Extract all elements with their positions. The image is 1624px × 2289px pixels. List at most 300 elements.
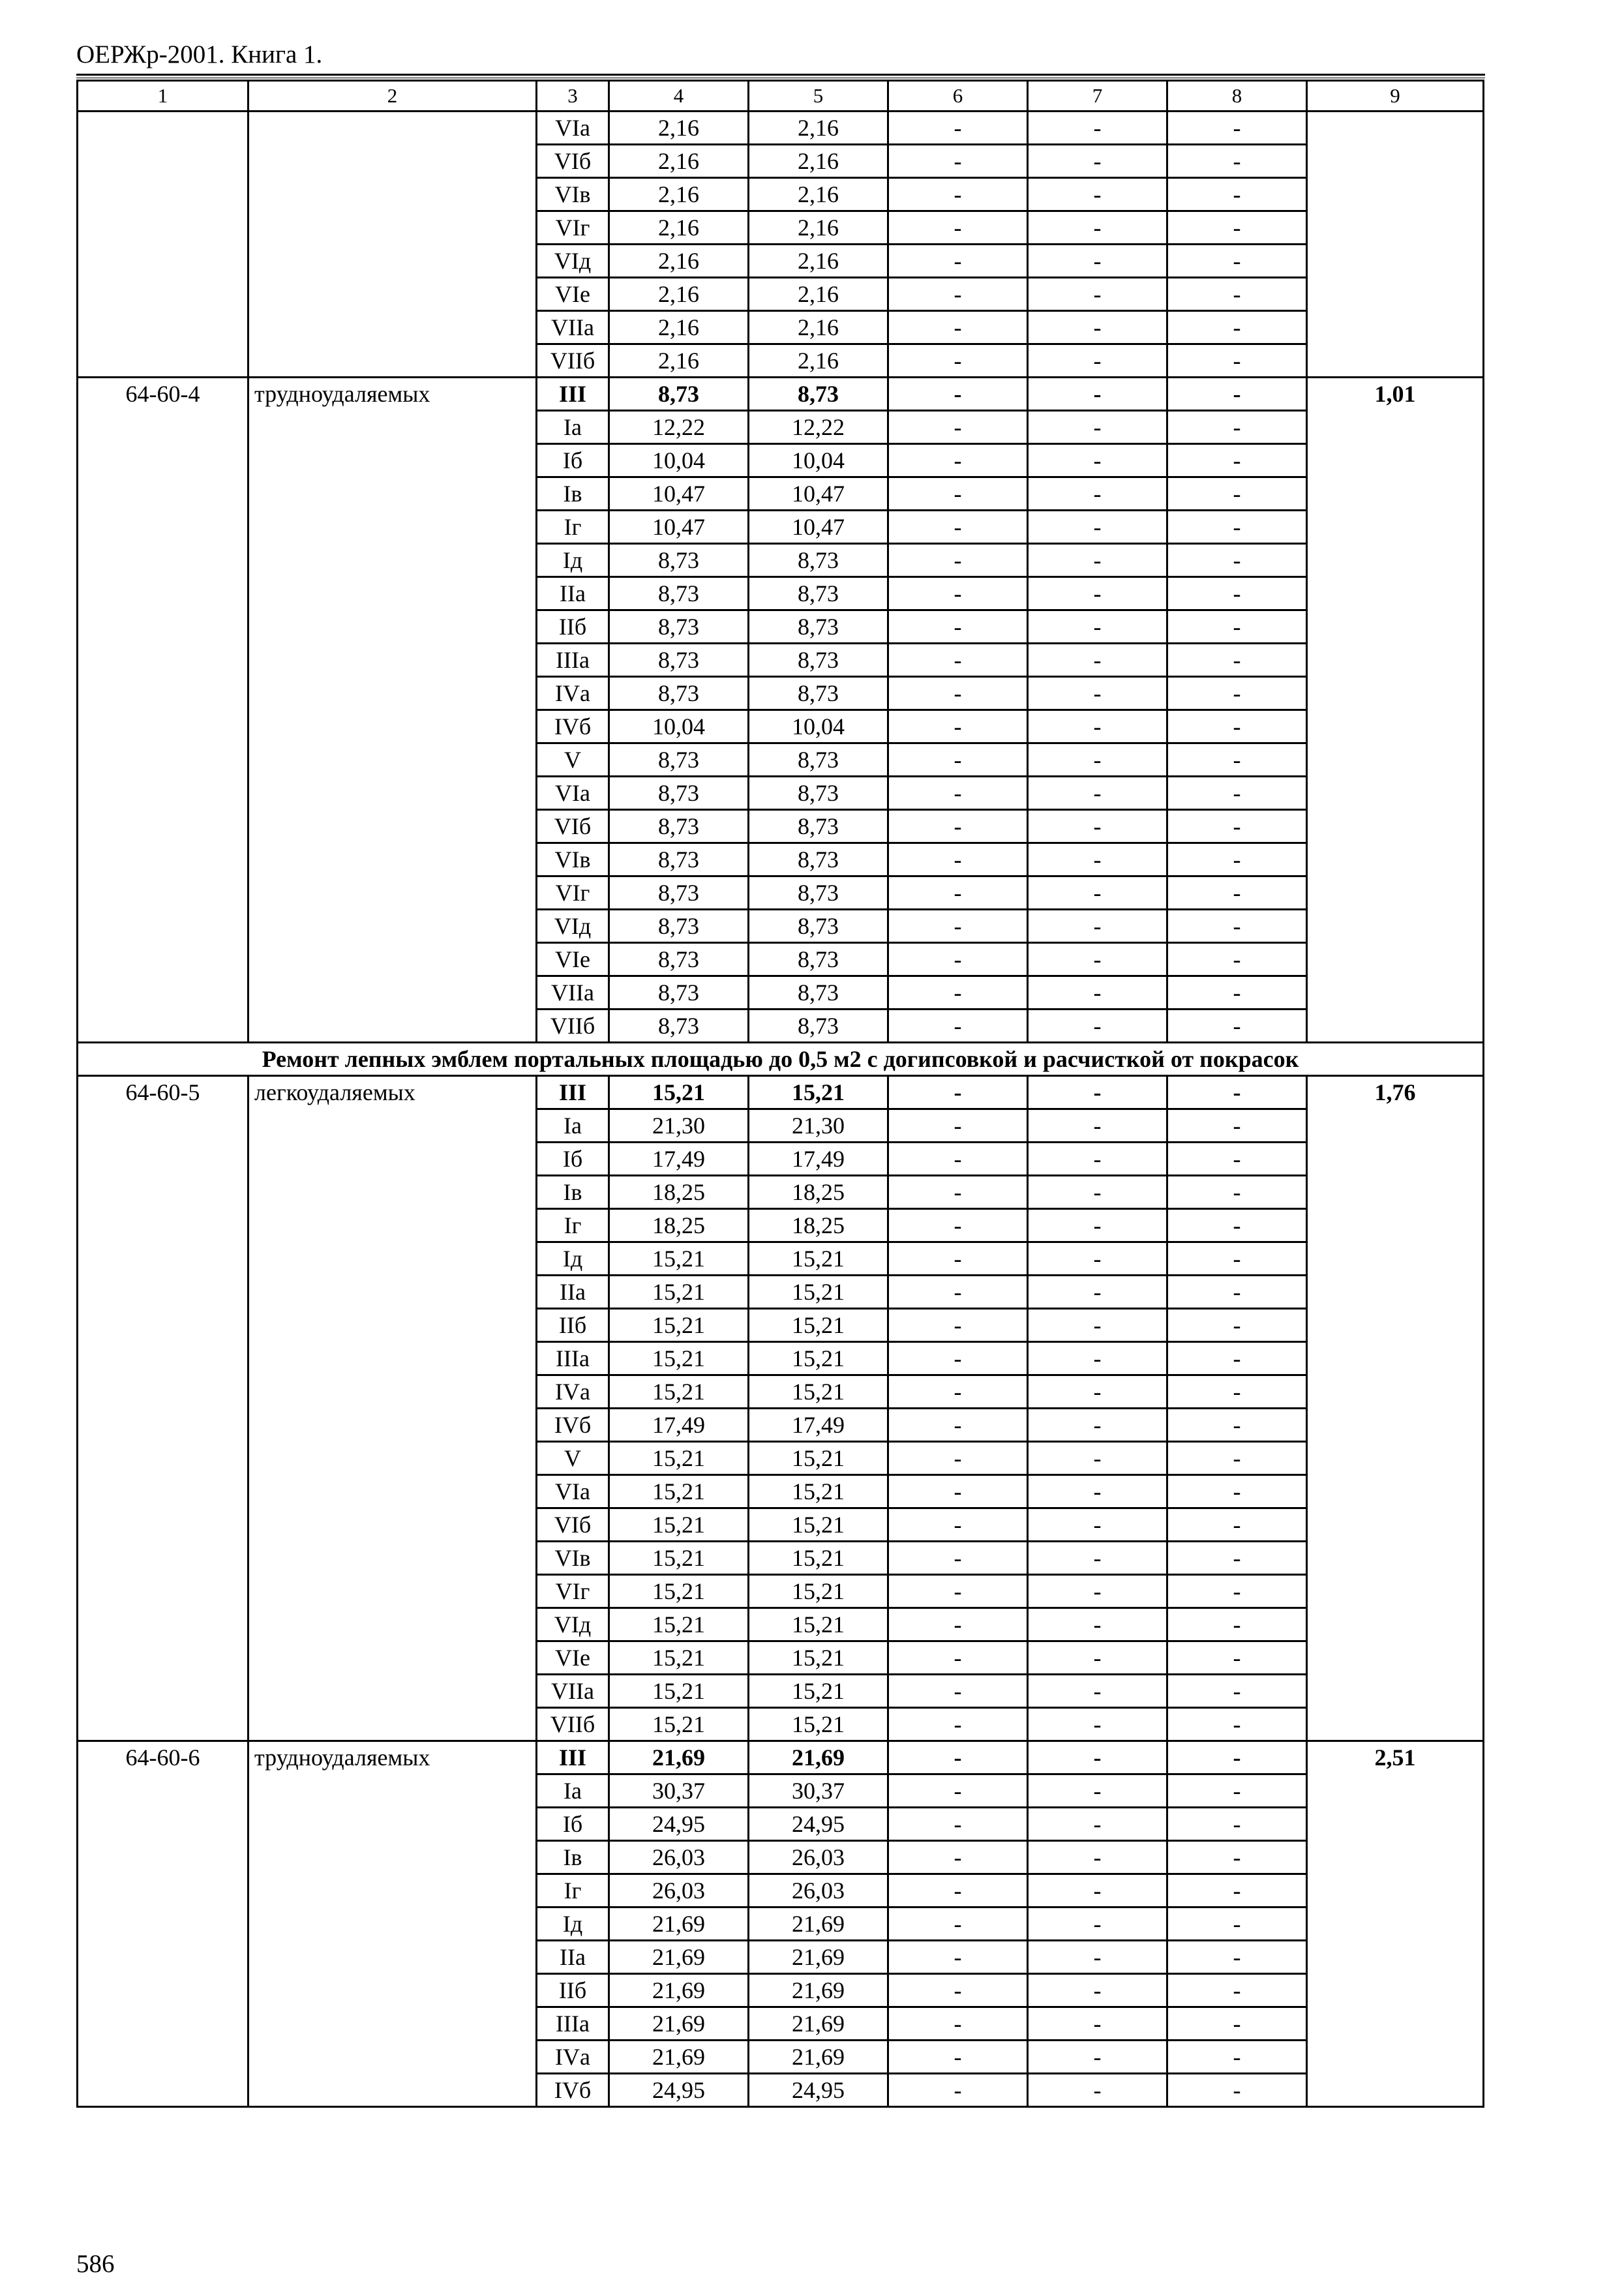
value-col4: 8,73 — [609, 777, 749, 810]
value-col5: 18,25 — [749, 1176, 888, 1209]
item-code — [78, 112, 248, 378]
value-col6: - — [888, 477, 1028, 511]
item-name: трудноудаляемых — [248, 378, 537, 1043]
value-col7: - — [1028, 1342, 1167, 1375]
value-col4: 15,21 — [609, 1641, 749, 1675]
value-col5: 8,73 — [749, 610, 888, 644]
value-col5: 17,49 — [749, 1409, 888, 1442]
value-col6: - — [888, 1176, 1028, 1209]
value-col6: - — [888, 411, 1028, 444]
value-col5: 2,16 — [749, 211, 888, 245]
value-col4: 15,21 — [609, 1708, 749, 1741]
value-col8: - — [1167, 1974, 1307, 2007]
value-col7: - — [1028, 577, 1167, 610]
value-col4: 21,69 — [609, 1941, 749, 1974]
value-col6: - — [888, 1641, 1028, 1675]
zone-cell: VIг — [537, 876, 609, 910]
value-col5: 2,16 — [749, 344, 888, 378]
value-col5: 21,69 — [749, 1974, 888, 2007]
column-number-5: 5 — [749, 81, 888, 112]
value-col4: 8,73 — [609, 910, 749, 943]
value-col8: - — [1167, 344, 1307, 378]
value-col6: - — [888, 178, 1028, 211]
value-col4: 8,73 — [609, 976, 749, 1010]
value-col6: - — [888, 1974, 1028, 2007]
value-col4: 8,73 — [609, 943, 749, 976]
zone-cell: VIд — [537, 1608, 609, 1641]
value-col8: - — [1167, 1675, 1307, 1708]
value-col7: - — [1028, 1442, 1167, 1475]
value-col5: 24,95 — [749, 1808, 888, 1841]
zone-cell: Iв — [537, 1841, 609, 1874]
value-col7: - — [1028, 112, 1167, 145]
value-col8: - — [1167, 1375, 1307, 1409]
value-col4: 26,03 — [609, 1841, 749, 1874]
zone-cell: VIг — [537, 211, 609, 245]
value-col7: - — [1028, 411, 1167, 444]
value-col6: - — [888, 1276, 1028, 1309]
value-col8: - — [1167, 710, 1307, 743]
value-col6: - — [888, 1874, 1028, 1908]
value-col8: - — [1167, 1309, 1307, 1342]
value-col8: - — [1167, 976, 1307, 1010]
value-col4: 21,69 — [609, 2007, 749, 2041]
rates-table — [76, 80, 1484, 2108]
column-number-3: 3 — [537, 81, 609, 112]
value-col5: 24,95 — [749, 2074, 888, 2107]
page-number: 586 — [76, 2250, 115, 2278]
zone-cell: IIа — [537, 1941, 609, 1974]
value-col7: - — [1028, 910, 1167, 943]
value-col8: - — [1167, 1808, 1307, 1841]
value-col4: 2,16 — [609, 145, 749, 178]
zone-cell: Iа — [537, 1109, 609, 1143]
page-header: ОЕРЖр-2001. Книга 1. — [76, 40, 323, 68]
value-col7: - — [1028, 1309, 1167, 1342]
value-col6: - — [888, 444, 1028, 477]
zone-cell: IIб — [537, 610, 609, 644]
value-col6: - — [888, 2074, 1028, 2107]
value-col8: - — [1167, 577, 1307, 610]
value-col8: - — [1167, 1908, 1307, 1941]
value-col8: - — [1167, 644, 1307, 677]
value-col7: - — [1028, 1641, 1167, 1675]
value-col4: 8,73 — [609, 378, 749, 411]
value-col6: - — [888, 1941, 1028, 1974]
zone-cell: VIг — [537, 1575, 609, 1608]
zone-cell: IVа — [537, 2041, 609, 2074]
value-col6: - — [888, 112, 1028, 145]
value-col4: 10,47 — [609, 511, 749, 544]
value-col4: 15,21 — [609, 1508, 749, 1542]
value-col6: - — [888, 710, 1028, 743]
value-col5: 8,73 — [749, 378, 888, 411]
value-col5: 10,47 — [749, 477, 888, 511]
value-col7: - — [1028, 1375, 1167, 1409]
value-col6: - — [888, 743, 1028, 777]
item-code: 64-60-4 — [78, 378, 248, 1043]
value-col5: 21,30 — [749, 1109, 888, 1143]
value-col4: 2,16 — [609, 178, 749, 211]
column-number-6: 6 — [888, 81, 1028, 112]
value-col8: - — [1167, 810, 1307, 843]
zone-cell: IIIа — [537, 644, 609, 677]
value-col6: - — [888, 1908, 1028, 1941]
zone-cell: IVб — [537, 2074, 609, 2107]
value-col6: - — [888, 1409, 1028, 1442]
value-col7: - — [1028, 211, 1167, 245]
value-col6: - — [888, 943, 1028, 976]
value-col8: - — [1167, 1542, 1307, 1575]
zone-cell: IIа — [537, 1276, 609, 1309]
zone-cell: Iд — [537, 544, 609, 577]
value-col6: - — [888, 211, 1028, 245]
value-col5: 12,22 — [749, 411, 888, 444]
value-col4: 26,03 — [609, 1874, 749, 1908]
value-col5: 10,04 — [749, 710, 888, 743]
value-col8: - — [1167, 1508, 1307, 1542]
value-col5: 26,03 — [749, 1841, 888, 1874]
value-col6: - — [888, 311, 1028, 344]
value-col7: - — [1028, 976, 1167, 1010]
value-col6: - — [888, 1475, 1028, 1508]
value-col7: - — [1028, 1542, 1167, 1575]
value-col5: 15,21 — [749, 1442, 888, 1475]
value-col6: - — [888, 544, 1028, 577]
value-col8: - — [1167, 1608, 1307, 1641]
value-col4: 2,16 — [609, 278, 749, 311]
table-row — [78, 378, 1484, 411]
value-col6: - — [888, 2007, 1028, 2041]
value-col8: - — [1167, 211, 1307, 245]
value-col8: - — [1167, 843, 1307, 876]
value-col7: - — [1028, 1010, 1167, 1043]
value-col8: - — [1167, 677, 1307, 710]
zone-cell: VIб — [537, 145, 609, 178]
value-col8: - — [1167, 245, 1307, 278]
value-col4: 15,21 — [609, 1309, 749, 1342]
value-col9: 2,51 — [1307, 1741, 1484, 2107]
value-col8: - — [1167, 278, 1307, 311]
column-number-row — [78, 81, 1484, 112]
value-col6: - — [888, 1076, 1028, 1109]
zone-cell: VIе — [537, 1641, 609, 1675]
value-col8: - — [1167, 1109, 1307, 1143]
value-col4: 10,04 — [609, 710, 749, 743]
zone-cell: VIа — [537, 777, 609, 810]
value-col7: - — [1028, 1908, 1167, 1941]
value-col5: 2,16 — [749, 178, 888, 211]
value-col7: - — [1028, 644, 1167, 677]
value-col4: 17,49 — [609, 1143, 749, 1176]
value-col7: - — [1028, 1209, 1167, 1242]
zone-cell: VIб — [537, 1508, 609, 1542]
value-col8: - — [1167, 876, 1307, 910]
value-col8: - — [1167, 1741, 1307, 1774]
value-col7: - — [1028, 777, 1167, 810]
value-col8: - — [1167, 1342, 1307, 1375]
header-rule — [76, 74, 1485, 76]
value-col5: 8,73 — [749, 644, 888, 677]
zone-cell: VIа — [537, 1475, 609, 1508]
zone-cell: Iа — [537, 411, 609, 444]
value-col7: - — [1028, 1176, 1167, 1209]
value-col4: 8,73 — [609, 843, 749, 876]
value-col7: - — [1028, 344, 1167, 378]
value-col7: - — [1028, 2041, 1167, 2074]
value-col7: - — [1028, 610, 1167, 644]
value-col9: 1,76 — [1307, 1076, 1484, 1741]
zone-cell: III — [537, 1076, 609, 1109]
zone-cell: Iд — [537, 1242, 609, 1276]
value-col4: 21,69 — [609, 1974, 749, 2007]
value-col7: - — [1028, 1276, 1167, 1309]
value-col7: - — [1028, 943, 1167, 976]
value-col6: - — [888, 810, 1028, 843]
value-col5: 15,21 — [749, 1641, 888, 1675]
value-col6: - — [888, 145, 1028, 178]
value-col4: 15,21 — [609, 1276, 749, 1309]
value-col4: 15,21 — [609, 1375, 749, 1409]
column-number-8: 8 — [1167, 81, 1307, 112]
value-col6: - — [888, 843, 1028, 876]
value-col5: 21,69 — [749, 1908, 888, 1941]
value-col6: - — [888, 1741, 1028, 1774]
zone-cell: VIв — [537, 178, 609, 211]
zone-cell: VIд — [537, 245, 609, 278]
value-col5: 15,21 — [749, 1309, 888, 1342]
column-number-9: 9 — [1307, 81, 1484, 112]
zone-cell: VIIа — [537, 311, 609, 344]
zone-cell: IIб — [537, 1974, 609, 2007]
value-col8: - — [1167, 1176, 1307, 1209]
value-col4: 8,73 — [609, 1010, 749, 1043]
value-col4: 8,73 — [609, 544, 749, 577]
zone-cell: Iд — [537, 1908, 609, 1941]
value-col5: 8,73 — [749, 577, 888, 610]
zone-cell: VIIб — [537, 1708, 609, 1741]
value-col7: - — [1028, 477, 1167, 511]
value-col5: 2,16 — [749, 112, 888, 145]
zone-cell: IIIа — [537, 1342, 609, 1375]
value-col6: - — [888, 1375, 1028, 1409]
value-col4: 8,73 — [609, 810, 749, 843]
value-col6: - — [888, 1808, 1028, 1841]
value-col6: - — [888, 378, 1028, 411]
value-col5: 8,73 — [749, 943, 888, 976]
value-col8: - — [1167, 1575, 1307, 1608]
value-col4: 8,73 — [609, 610, 749, 644]
zone-cell: IIа — [537, 577, 609, 610]
value-col8: - — [1167, 311, 1307, 344]
zone-cell: VIIб — [537, 344, 609, 378]
zone-cell: IVа — [537, 677, 609, 710]
value-col4: 24,95 — [609, 1808, 749, 1841]
value-col5: 15,21 — [749, 1076, 888, 1109]
value-col7: - — [1028, 1475, 1167, 1508]
value-col6: - — [888, 1708, 1028, 1741]
value-col7: - — [1028, 1076, 1167, 1109]
zone-cell: IVб — [537, 710, 609, 743]
value-col6: - — [888, 245, 1028, 278]
value-col4: 15,21 — [609, 1242, 749, 1276]
value-col9 — [1307, 112, 1484, 378]
value-col6: - — [888, 344, 1028, 378]
value-col5: 8,73 — [749, 743, 888, 777]
value-col5: 15,21 — [749, 1242, 888, 1276]
value-col6: - — [888, 1109, 1028, 1143]
value-col7: - — [1028, 278, 1167, 311]
item-code: 64-60-6 — [78, 1741, 248, 2107]
value-col4: 8,73 — [609, 577, 749, 610]
value-col5: 8,73 — [749, 544, 888, 577]
value-col5: 15,21 — [749, 1375, 888, 1409]
value-col5: 21,69 — [749, 2007, 888, 2041]
value-col5: 8,73 — [749, 843, 888, 876]
value-col5: 8,73 — [749, 976, 888, 1010]
value-col7: - — [1028, 145, 1167, 178]
value-col8: - — [1167, 1874, 1307, 1908]
value-col7: - — [1028, 1109, 1167, 1143]
value-col6: - — [888, 2041, 1028, 2074]
value-col6: - — [888, 511, 1028, 544]
value-col8: - — [1167, 112, 1307, 145]
value-col6: - — [888, 1442, 1028, 1475]
value-col8: - — [1167, 1143, 1307, 1176]
value-col8: - — [1167, 444, 1307, 477]
value-col4: 18,25 — [609, 1209, 749, 1242]
value-col7: - — [1028, 1841, 1167, 1874]
value-col7: - — [1028, 1774, 1167, 1808]
value-col5: 15,21 — [749, 1475, 888, 1508]
value-col8: - — [1167, 178, 1307, 211]
zone-cell: VIа — [537, 112, 609, 145]
zone-cell: Iв — [537, 1176, 609, 1209]
table-body — [78, 81, 1484, 2107]
zone-cell: V — [537, 1442, 609, 1475]
value-col4: 21,69 — [609, 2041, 749, 2074]
zone-cell: IVа — [537, 1375, 609, 1409]
value-col5: 30,37 — [749, 1774, 888, 1808]
value-col8: - — [1167, 1076, 1307, 1109]
zone-cell: VIIа — [537, 976, 609, 1010]
value-col7: - — [1028, 1675, 1167, 1708]
zone-cell: Iг — [537, 1874, 609, 1908]
value-col4: 8,73 — [609, 743, 749, 777]
value-col4: 15,21 — [609, 1076, 749, 1109]
value-col6: - — [888, 876, 1028, 910]
value-col5: 10,47 — [749, 511, 888, 544]
value-col6: - — [888, 1143, 1028, 1176]
value-col8: - — [1167, 610, 1307, 644]
value-col6: - — [888, 1575, 1028, 1608]
zone-cell: III — [537, 378, 609, 411]
zone-cell: IIб — [537, 1309, 609, 1342]
value-col4: 2,16 — [609, 211, 749, 245]
value-col4: 8,73 — [609, 644, 749, 677]
value-col7: - — [1028, 511, 1167, 544]
zone-cell: VIе — [537, 943, 609, 976]
value-col4: 15,21 — [609, 1542, 749, 1575]
value-col5: 18,25 — [749, 1209, 888, 1242]
value-col6: - — [888, 1508, 1028, 1542]
value-col8: - — [1167, 2041, 1307, 2074]
item-name — [248, 112, 537, 378]
value-col5: 21,69 — [749, 1741, 888, 1774]
value-col7: - — [1028, 245, 1167, 278]
value-col8: - — [1167, 145, 1307, 178]
zone-cell: Iа — [537, 1774, 609, 1808]
value-col5: 8,73 — [749, 910, 888, 943]
value-col7: - — [1028, 2074, 1167, 2107]
value-col6: - — [888, 644, 1028, 677]
column-number-7: 7 — [1028, 81, 1167, 112]
value-col5: 10,04 — [749, 444, 888, 477]
value-col6: - — [888, 1010, 1028, 1043]
value-col8: - — [1167, 411, 1307, 444]
value-col4: 2,16 — [609, 311, 749, 344]
value-col8: - — [1167, 2007, 1307, 2041]
zone-cell: Iб — [537, 1143, 609, 1176]
value-col8: - — [1167, 777, 1307, 810]
value-col4: 15,21 — [609, 1442, 749, 1475]
value-col4: 15,21 — [609, 1342, 749, 1375]
value-col5: 17,49 — [749, 1143, 888, 1176]
zone-cell: VIд — [537, 910, 609, 943]
value-col7: - — [1028, 677, 1167, 710]
value-col7: - — [1028, 1508, 1167, 1542]
value-col7: - — [1028, 1409, 1167, 1442]
value-col5: 8,73 — [749, 1010, 888, 1043]
value-col4: 30,37 — [609, 1774, 749, 1808]
zone-cell: VIIа — [537, 1675, 609, 1708]
zone-cell: VIв — [537, 1542, 609, 1575]
value-col4: 15,21 — [609, 1608, 749, 1641]
column-number-4: 4 — [609, 81, 749, 112]
value-col8: - — [1167, 1209, 1307, 1242]
value-col7: - — [1028, 1143, 1167, 1176]
value-col5: 8,73 — [749, 876, 888, 910]
value-col5: 2,16 — [749, 245, 888, 278]
value-col7: - — [1028, 1808, 1167, 1841]
value-col5: 26,03 — [749, 1874, 888, 1908]
value-col8: - — [1167, 1475, 1307, 1508]
value-col7: - — [1028, 1575, 1167, 1608]
value-col4: 17,49 — [609, 1409, 749, 1442]
value-col8: - — [1167, 910, 1307, 943]
table-row — [78, 1741, 1484, 1774]
value-col7: - — [1028, 311, 1167, 344]
value-col4: 2,16 — [609, 112, 749, 145]
section-heading-row — [78, 1043, 1484, 1076]
value-col7: - — [1028, 843, 1167, 876]
table-row — [78, 112, 1484, 145]
value-col7: - — [1028, 378, 1167, 411]
value-col6: - — [888, 1209, 1028, 1242]
value-col5: 15,21 — [749, 1342, 888, 1375]
value-col5: 15,21 — [749, 1508, 888, 1542]
value-col8: - — [1167, 1708, 1307, 1741]
column-number-1: 1 — [78, 81, 248, 112]
value-col4: 15,21 — [609, 1575, 749, 1608]
value-col6: - — [888, 777, 1028, 810]
value-col8: - — [1167, 1442, 1307, 1475]
value-col4: 12,22 — [609, 411, 749, 444]
item-code: 64-60-5 — [78, 1076, 248, 1741]
value-col8: - — [1167, 2074, 1307, 2107]
value-col8: - — [1167, 511, 1307, 544]
value-col5: 2,16 — [749, 311, 888, 344]
